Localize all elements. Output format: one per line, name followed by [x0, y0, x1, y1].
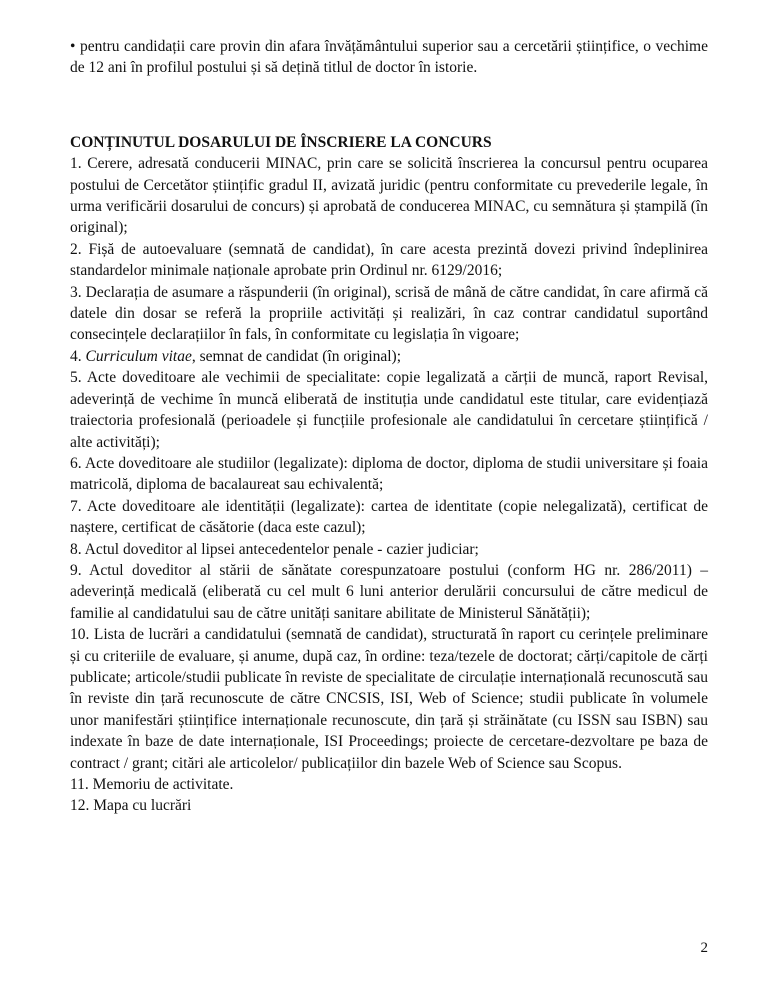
section-heading: CONȚINUTUL DOSARULUI DE ÎNSCRIERE LA CONCURS — [70, 133, 492, 151]
document-page — [70, 36, 708, 817]
list-item: 10. Lista de lucrări a candidatului (semnată de candidat), structurată în raport cu cerințele preliminare și cu criteriile de evaluare, și anume, după caz, în ordine: teza/tezele de doctorat; cărți/capitole de cărți publicate; articole/studii publicate în reviste de specialitate de circulație internațională recunoscută sau în reviste din țară recunoscute de către CNCSIS, ISI, Web of Science; studii publicate în volumele unor manifestări științifice internaționale recunoscute, din țară și străinătate (cu ISSN sau ISBN) sau indexate în baze de date internaționale, ISI Proceedings; proiecte de cercetare-dezvoltare pe baza de contract / grant; citări ale articolelor/ publicațiilor din bazele Web of Science sau Scopus. — [70, 626, 708, 772]
list-item: 9. Actul doveditor al stării de sănătate corespunzatoare postului (conform HG nr. 286/2011) – adeverință medicală (eliberată cu cel mult 6 luni anterior derulării concursului de către medicul de familie al candidatului sau de către unități sanitare abilitate de Ministerul Sănătății); — [70, 561, 708, 622]
intro-bullet-paragraph: • pentru candidații care provin din afara învățământului superior sau a cercetării științifice, o vechime de 12 ani în profilul postului și să dețină titlul de doctor în istorie. — [70, 38, 708, 77]
list-item: 8. Actul doveditor al lipsei antecedentelor penale - cazier judiciar; — [70, 540, 479, 558]
list-item: 3. Declarația de asumare a răspunderii (în original), scrisă de mână de către candidat, în care afirmă că datele din dosar se referă la propriile activități și realizări, în caz contrar candidatul suportând consecințele declarațiilor în fals, în conformitate cu legislația în vigoare; — [70, 283, 708, 344]
list-item — [70, 346, 708, 367]
list-item-text: , semnat de candidat (în original); — [191, 347, 402, 365]
list-item: 5. Acte doveditoare ale vechimii de specialitate: copie legalizată a cărții de muncă, raport Revisal, adeverință de vechime în muncă eliberată de instituția unde candidatul este titular, care evidențiază traiectoria profesională (perioadele și funcțiile profesionale ale candidatului în cercetare științifică / alte activități); — [70, 369, 708, 451]
list-item: 7. Acte doveditoare ale identității (legalizate): cartea de identitate (copie nelegalizată), certificat de naștere, certificat de căsătorie (daca este cazul); — [70, 497, 708, 537]
list-item: 11. Memoriu de activitate. — [70, 776, 234, 793]
list-item: 2. Fișă de autoevaluare (semnată de candidat), în care acesta prezintă dovezi privind îndeplinirea standardelor minimale naționale aprobate prin Ordinul nr. 6129/2016; — [70, 240, 708, 280]
list-item: 6. Acte doveditoare ale studiilor (legalizate): diploma de doctor, diploma de studii universitare și foaia matricolă, diploma de bacalaureat sau echivalentă; — [70, 454, 708, 494]
list-item: 12. Mapa cu lucrări — [70, 797, 192, 815]
list-item-number: 4. — [70, 347, 86, 365]
list-item: 1. Cerere, adresată conducerii MINAC, prin care se solicită înscrierea la concursul pentru ocuparea postului de Cercetător științific gradul II, avizată juridic (pentru conformitate cu prevederile legale, în urma verificării dosarului de concurs) și aprobată de conducerea MINAC, cu semnătura și ștampilă (în original); — [70, 155, 708, 237]
page-number: 2 — [700, 940, 708, 956]
requirements-list — [70, 153, 708, 817]
curriculum-vitae-italic: Curriculum vitae — [85, 347, 192, 365]
